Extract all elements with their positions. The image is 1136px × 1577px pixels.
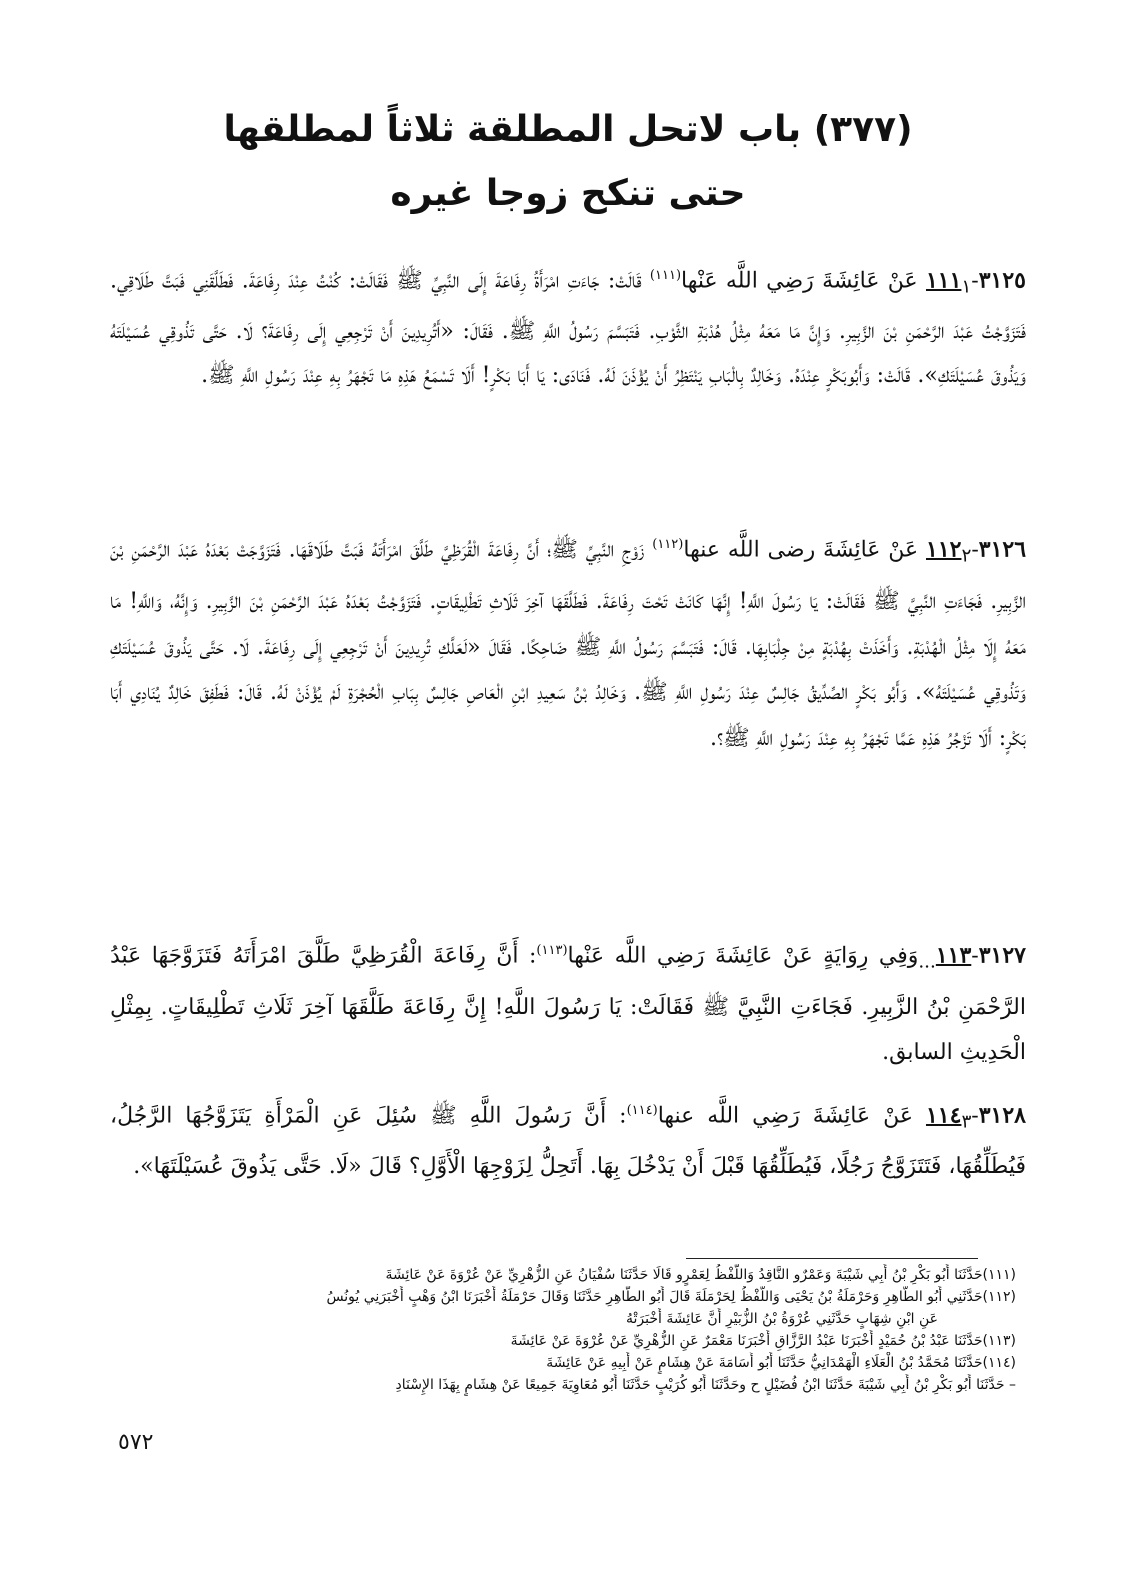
footnote-112: (١١٢)حَدَّثَنِي أَبُو الطَّاهِرِ وَحَرْمَلَةُ بْنُ يَحْيَى وَاللَّفْظُ لِحَرْمَلَةَ قَالَ أَبُو الطَّاهِرِ حَدَّثَنَا وَقَالَ حَرْمَلَةُ أَخْبَرَنَا ابْنُ وَهْبٍ أَخْبَرَنِي يُونُسُ (326, 1289, 1016, 1305)
hadith-narrator: عَنْ عَائِشَةَ رَضِي اللَّه عنها (657, 1103, 913, 1129)
page-number: ٥٧٢ (118, 1430, 154, 1455)
hadith-3126: $٣١٢٦-١١٢_٢$ عَنْ عَائِشَةَ رضى اللَّه عنها$^{(١١٢)}$ زَوْجِ النَّبِيِّ ﷺ؛ أَنَّ رِفَاعَةَ الْقُرَظِيَّ طَلَّقَ امْرَأَتَهُ فَبَتَّ طَلَاقَهَا. فَتَزَوَّجَتْ بَعْدَهُ عَبْدَ الرَّحْمَنِ بْنَ الزَّبِيرِ. فَجَاءَتِ النَّبِيَّ ﷺ فَقَالَتْ: يَا رَسُولَ اللَّهِ! إِنَّهَا كَانَتْ تَحْتَ رِفَاعَةَ. فَطَلَّقَهَا آخِرَ ثَلَاثِ تَطْلِيقَاتٍ. فَتَزَوَّجْتُ بَعْدَهُ عَبْدَ الرَّحْمَنِ بْنَ الزَّبِيرِ. وَإِنَّهُ، وَاللَّهِ! مَا مَعَهُ إِلَا مِثْلُ الْهُدْبَةِ. وَأَخَذَتْ بِهُدْبَةٍ مِنْ جِلْبَابِهَا. قَالَ: فَتَبَسَّمَ رَسُولُ اللَّهِ ﷺ ضَاحِكًا. فَقَالَ «لَعَلَّكِ تُرِيدِينَ أَنْ تَرْجِعِي إِلَى رِفَاعَةَ. لَا. حَتَّى يَذُوقَ عُسَيْلَتَكِ وَتَذُوقِي عُسَيْلَتَهُ». وَأَبُو بَكْرٍ الصِّدِّيقُ جَالِسٌ عِنْدَ رَسُولِ اللَّهِ ﷺ. وَخَالِدُ بْنُ سَعِيدِ ابْنِ الْعَاصِ جَالِسٌ بِبَابِ الْحُجْرَةِ لَمْ يُؤْذَنْ لَهُ. قَالَ: فَطَفِقَ خَالِدٌ يُنَادِي أَبَا بَكْرٍ: أَلَا تَزْجُرُ هَذِهِ عَمَّا تَجْهَرُ بِهِ عِنْدَ رَسُولِ اللَّهِ ﷺ؟. (110, 536, 1027, 751)
chapter-title-line-2: حتى تنكح زوجا غيره (390, 173, 746, 214)
footnote-divider (686, 1258, 978, 1259)
footnote-ref: (١١١) (649, 268, 682, 283)
footnote-111: (١١١)حَدَّثَنَا أَبُو بَكْرِ بْنُ أَبِي شَيْبَةَ وَعَمْرٌو النَّاقِدُ وَاللَّفْظُ لِعَمْرٍو قَالَا حَدَّثَنَا سُفْيَانُ عَنِ الزُّهْرِيِّ عَنْ عُرْوَةَ عَنْ عَائِشَةَ (385, 1267, 1016, 1283)
hadith-sub-number: ١١١ (925, 267, 962, 294)
hadith-sub-index: ٢ (961, 545, 972, 567)
hadith-3128: $٣١٢٨-١١٤_٣$ عَنْ عَائِشَةَ رَضِي اللَّه عنها$^{(١١٤)}$: أَنَّ رَسُولَ اللَّهِ ﷺ سُئِلَ عَنِ الْمَرْأَةِ يَتَزَوَّجُهَا الرَّجُلُ، فَيُطَلِّقُهَا، فَتَتَزَوَّجُ رَجُلًا، فَيُطَلِّقُهَا قَبْلَ أَنْ يَدْخُلَ بِهَا. أَتَحِلُّ لِزَوْجِهَا الْأَوَّلِ؟ قَالَ «لَا. حَتَّى يَذُوقَ عُسَيْلَتَهَا». (110, 1102, 1026, 1180)
hadith-3127: $٣١٢٧-١١٣_{...}وَفِي$ رِوَايَةٍ عَنْ عَائِشَةَ رَضِي اللَّه عَنْها$^{(١١٣)}$: أَنَّ رِفَاعَةَ الْقُرَظِيَّ طَلَّقَ امْرَأَتَهُ فَتَزَوَّجَهَا عَبْدُ الرَّحْمَنِ بْنُ الزَّبِيرِ. فَجَاءَتِ النَّبِيَّ ﷺ فَقَالَتْ: يَا رَسُولَ اللَّهِ! إِنَّ رِفَاعَةَ طَلَّقَهَا آخِرَ ثَلَاثِ تَطْلِيقَاتٍ. بِمِثْلِ الْحَدِيثِ السابق. (110, 942, 1026, 1065)
hadith-number: ٣١٢٦ (978, 536, 1027, 563)
footnote-112-continued: عَنِ ابْنِ شِهَابٍ حَدَّثَنِي عُرْوَةُ بْنُ الزُّبَيْرِ أَنَّ عَائِشَةَ أَخْبَرَتْهُ (626, 1311, 938, 1327)
hadith-text: زَوْجِ النَّبِيِّ ﷺ؛ أَنَّ رِفَاعَةَ الْقُرَظِيَّ طَلَّقَ امْرَأَتَهُ فَبَتَّ طَلَاقَهَا. فَتَزَوَّجَتْ بَعْدَهُ عَبْدَ الرَّحْمَنِ بْنَ الزَّبِيرِ. فَجَاءَتِ النَّبِيَّ ﷺ فَقَالَتْ: يَا رَسُولَ اللَّهِ! إِنَّهَا كَانَتْ تَحْتَ رِفَاعَةَ. فَطَلَّقَهَا آخِرَ ثَلَاثِ تَطْلِيقَاتٍ. فَتَزَوَّجْتُ بَعْدَهُ عَبْدَ الرَّحْمَنِ بْنَ الزَّبِيرِ. وَإِنَّهُ، وَاللَّهِ! مَا مَعَهُ إِلَا مِثْلُ الْهُدْبَةِ. وَأَخَذَتْ بِهُدْبَةٍ مِنْ جِلْبَابِهَا. قَالَ: فَتَبَسَّمَ رَسُولُ اللَّهِ ﷺ ضَاحِكًا. فَقَالَ «لَعَلَّكِ تُرِيدِينَ أَنْ تَرْجِعِي إِلَى رِفَاعَةَ. لَا. حَتَّى يَذُوقَ عُسَيْلَتَكِ وَتَذُوقِي عُسَيْلَتَهُ». وَأَبُو بَكْرٍ الصِّدِّيقُ جَالِسٌ عِنْدَ رَسُولِ اللَّهِ ﷺ. وَخَالِدُ بْنُ سَعِيدِ ابْنِ الْعَاصِ جَالِسٌ بِبَابِ الْحُجْرَةِ لَمْ يُؤْذَنْ لَهُ. قَالَ: فَطَفِقَ خَالِدٌ يُنَادِي أَبَا بَكْرٍ: أَلَا تَزْجُرُ هَذِهِ عَمَّا تَجْهَرُ بِهِ عِنْدَ رَسُولِ اللَّهِ ﷺ؟. (110, 537, 1026, 751)
footnote-114: (١١٤)حَدَّثَنَا مُحَمَّدُ بْنُ الْعَلَاءِ الْهَمْدَانِيُّ حَدَّثَنَا أَبُو أُسَامَةَ عَنْ هِشَامٍ عَنْ أَبِيهِ عَنْ عَائِشَةَ (546, 1355, 1016, 1371)
hadith-sub-number: ١١٢ (926, 536, 962, 563)
footnote-ref: (١١٢) (652, 537, 684, 552)
hadith-sub-index: ١ (961, 276, 972, 298)
hadith-text: : أَنَّ رِفَاعَةَ الْقُرَظِيَّ طَلَّقَ امْرَأَتَهُ فَتَزَوَّجَهَا عَبْدُ الرَّحْمَنِ بْنُ الزَّبِيرِ. فَجَاءَتِ النَّبِيَّ ﷺ فَقَالَتْ: يَا رَسُولَ اللَّهِ! إِنَّ رِفَاعَةَ طَلَّقَهَا آخِرَ ثَلَاثِ تَطْلِيقَاتٍ. بِمِثْلِ الْحَدِيثِ السابق. (110, 943, 1026, 1065)
footnotes (120, 1264, 1016, 1396)
hadith-sub-index: ٣ (961, 1111, 972, 1133)
hadith-number: ٣١٢٥ (978, 267, 1026, 294)
hadith-number: ٣١٢٨ (978, 1102, 1026, 1129)
footnote-ref: (١١٣) (536, 943, 568, 958)
hadith-number: ٣١٢٧ (978, 942, 1026, 969)
hadith-sub-index: ... (918, 951, 936, 973)
footnote-113: (١١٣)حَدَّثَنَا عَبْدُ بْنُ حُمَيْدٍ أَخْبَرَنَا عَبْدُ الرَّزَّاقِ أَخْبَرَنَا مَعْمَرٌ عَنِ الزُّهْرِيِّ عَنْ عُرْوَةَ عَنْ عَائِشَةَ (510, 1333, 1016, 1349)
hadith-sub-number: ١١٣ (935, 942, 972, 969)
hadith-narrator: عَنْ عَائِشَةَ رضى اللَّه عنها (683, 537, 919, 563)
footnote-114-alt-chain: – حَدَّثَنَا أَبُو بَكْرِ بْنُ أَبِي شَيْبَةَ حَدَّثَنَا ابْنُ فُضَيْلٍ ح وحَدَّثَنَا أَبُو كُرَيْبٍ حَدَّثَنَا أَبُو مُعَاوِيَةَ جَمِيعًا عَنْ هِشَامٍ بِهَذَا الإِسْنَادِ (395, 1377, 1016, 1393)
hadith-narrator: وَفِي رِوَايَةٍ عَنْ عَائِشَةَ رَضِي اللَّه عَنْها (567, 943, 919, 969)
hadith-narrator: عَنْ عَائِشَةَ رَضِي اللَّه عَنْها (681, 268, 918, 294)
footnote-ref: (١١٤) (626, 1103, 658, 1118)
hadith-text: : أَنَّ رَسُولَ اللَّهِ ﷺ سُئِلَ عَنِ الْمَرْأَةِ يَتَزَوَّجُهَا الرَّجُلُ، فَيُطَلِّقُهَا، فَتَتَزَوَّجُ رَجُلًا، فَيُطَلِّقُهَا قَبْلَ أَنْ يَدْخُلَ بِهَا. أَتَحِلُّ لِزَوْجِهَا الْأَوَّلِ؟ قَالَ «لَا. حَتَّى يَذُوقَ عُسَيْلَتَهَا». (110, 1103, 1026, 1180)
hadith-text: قَالَتْ: جَاءَتِ امْرَأَةُ رِفَاعَةَ إِلَى النَّبِيِّ ﷺ فَقَالَتْ: كُنْتُ عِنْدَ رِفَاعَةَ. فَطَلَّقَنِي فَبَتَّ طَلَاقِي. فَتَزَوَّجْتُ عَبْدَ الرَّحْمَنِ بْنَ الزَّبِيرِ. وَإِنَّ مَا مَعَهُ مِثْلُ هُدْبَةِ الثَّوْبِ. فَتَبَسَّمَ رَسُولُ اللَّهِ ﷺ. فَقَالَ: «أَتُرِيدِينَ أَنْ تَرْجِعِي إِلَى رِفَاعَةَ؟ لَا. حَتَّى تَذُوقِي عُسَيْلَتَهُ وَيَذُوقَ عُسَيْلَتَكِ». قَالَتْ: وَأَبُوبَكْرٍ عِنْدَهُ. وَخَالِدٌ بِالْبَابِ يَنْتَظِرُ أَنْ يُؤْذَنَ لَهُ. فَنَادَى: يَا أَبَا بَكْرٍ! أَلَا تَسْمَعُ هَذِهِ مَا تَجْهَرُ بِهِ عِنْدَ رَسُولِ اللَّهِ ﷺ. (110, 268, 1026, 388)
hadith-3125: $٣١٢٥-١١١_١$ عَنْ عَائِشَةَ رَضِي اللَّه عَنْها$^{(١١١)}$ قَالَتْ: جَاءَتِ امْرَأَةُ رِفَاعَةَ إِلَى النَّبِيِّ ﷺ فَقَالَتْ: كُنْتُ عِنْدَ رِفَاعَةَ. فَطَلَّقَنِي فَبَتَّ طَلَاقِي. فَتَزَوَّجْتُ عَبْدَ الرَّحْمَنِ بْنَ الزَّبِيرِ. وَإِنَّ مَا مَعَهُ مِثْلُ هُدْبَةِ الثَّوْبِ. فَتَبَسَّمَ رَسُولُ اللَّهِ ﷺ. فَقَالَ: «أَتُرِيدِينَ أَنْ تَرْجِعِي إِلَى رِفَاعَةَ؟ لَا. حَتَّى تَذُوقِي عُسَيْلَتَهُ وَيَذُوقَ عُسَيْلَتَكِ». قَالَتْ: وَأَبُوبَكْرٍ عِنْدَهُ. وَخَالِدٌ بِالْبَابِ يَنْتَظِرُ أَنْ يُؤْذَنَ لَهُ. فَنَادَى: يَا أَبَا بَكْرٍ! أَلَا تَسْمَعُ هَذِهِ مَا تَجْهَرُ بِهِ عِنْدَ رَسُولِ اللَّهِ ﷺ. (110, 267, 1026, 388)
hadith-sub-number: ١١٤ (925, 1102, 962, 1129)
chapter-title-line-1: (٣٧٧) باب لاتحل المطلقة ثلاثاً لمطلقها (223, 109, 913, 150)
